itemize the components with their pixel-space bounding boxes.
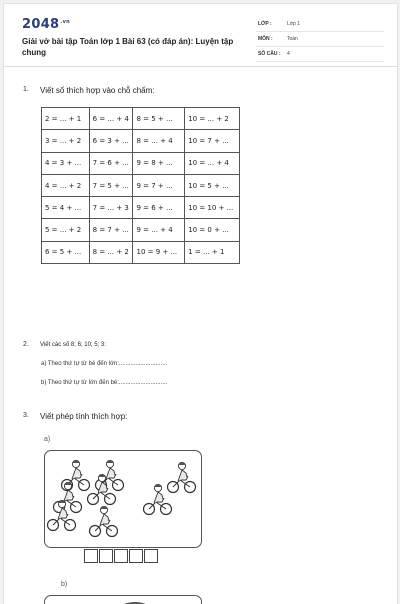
table-cell[interactable]: 10 = ... + 2: [185, 108, 240, 130]
answer-box[interactable]: [114, 549, 128, 563]
fill-in-table: [41, 107, 240, 264]
table-cell[interactable]: 5 = 4 + ...: [42, 197, 90, 219]
meta-value: Toán: [287, 36, 298, 42]
document-page: [3, 3, 398, 604]
table-cell[interactable]: 9 = 8 + ...: [133, 152, 185, 174]
part-b-label: b): [61, 581, 68, 588]
table-cell[interactable]: 9 = 6 + ...: [133, 197, 185, 219]
table-cell[interactable]: 10 = 0 + ...: [185, 219, 240, 241]
table-cell[interactable]: 7 = 6 + ...: [89, 152, 133, 174]
question-text: Viết phép tính thích hợp:: [40, 412, 128, 421]
table-cell[interactable]: 10 = 7 + ...: [185, 130, 240, 152]
answer-box[interactable]: [144, 549, 158, 563]
logo-text: 2048: [22, 17, 60, 32]
table-cell[interactable]: 8 = 5 + ...: [133, 108, 185, 130]
question-2-part-a: a) Theo thứ tự từ bé đến lớn:.............................: [41, 361, 168, 367]
meta-value: Lớp 1: [287, 21, 301, 27]
meta-label: SỐ CÂU :: [258, 51, 281, 57]
table-row: [42, 130, 240, 152]
table-row: [42, 174, 240, 196]
table-cell[interactable]: 9 = 7 + ...: [133, 174, 185, 196]
table-row: [42, 241, 240, 263]
question-text: Viết số thích hợp vào chỗ chấm:: [40, 86, 155, 95]
question-2-part-b: b) Theo thứ tự từ lớn đến bé:.............................: [41, 380, 168, 386]
document-meta: [256, 17, 384, 62]
table-cell[interactable]: 6 = ... + 4: [89, 108, 133, 130]
document-header: [4, 4, 397, 67]
document-title: Giải vở bài tập Toán lớp 1 Bài 63 (có đáp án): Luyện tập chung: [22, 37, 234, 57]
table-cell[interactable]: 8 = ... + 2: [89, 241, 133, 263]
table-cell[interactable]: 1 = ... + 1: [185, 241, 240, 263]
question-number: 2.: [23, 341, 29, 348]
logo-tld: .vn: [60, 18, 71, 25]
table-row: [42, 197, 240, 219]
cyclists-drawing: [45, 451, 201, 547]
table-cell[interactable]: 4 = 3 + ...: [42, 152, 90, 174]
table-row: [42, 108, 240, 130]
table-cell[interactable]: 8 = ... + 4: [133, 130, 185, 152]
answer-box[interactable]: [99, 549, 113, 563]
question-text: Viết các số 8; 6; 10; 5; 3:: [40, 342, 106, 348]
table-cell[interactable]: 5 = ... + 2: [42, 219, 90, 241]
table-cell[interactable]: 8 = 7 + ...: [89, 219, 133, 241]
table-cell[interactable]: 10 = 5 + ...: [185, 174, 240, 196]
part-b-drawing: [45, 596, 201, 604]
table-cell[interactable]: 10 = 9 + ...: [133, 241, 185, 263]
meta-row-class: [256, 17, 384, 32]
table-cell[interactable]: 9 = ... + 4: [133, 219, 185, 241]
meta-label: LỚP :: [258, 21, 272, 27]
question-number: 1.: [23, 86, 29, 93]
cyclists-illustration: [44, 450, 202, 548]
answer-box[interactable]: [129, 549, 143, 563]
table-cell[interactable]: 2 = ... + 1: [42, 108, 90, 130]
table-row: [42, 152, 240, 174]
table-cell[interactable]: 4 = ... + 2: [42, 174, 90, 196]
part-a-label: a): [44, 436, 51, 443]
site-logo[interactable]: [22, 17, 70, 32]
table-row: [42, 219, 240, 241]
question-number: 3.: [23, 412, 29, 419]
meta-row-subject: [256, 32, 384, 47]
table-cell[interactable]: 10 = ... + 4: [185, 152, 240, 174]
meta-label: MÔN :: [258, 36, 273, 42]
meta-row-question-count: [256, 47, 384, 62]
table-cell[interactable]: 3 = ... + 2: [42, 130, 90, 152]
table-cell[interactable]: 7 = ... + 3: [89, 197, 133, 219]
meta-value: 4: [287, 51, 290, 57]
table-cell[interactable]: 6 = 5 + ...: [42, 241, 90, 263]
answer-box[interactable]: [84, 549, 98, 563]
table-cell[interactable]: 6 = 3 + ...: [89, 130, 133, 152]
table-cell[interactable]: 10 = 10 + ...: [185, 197, 240, 219]
table-cell[interactable]: 7 = 5 + ...: [89, 174, 133, 196]
